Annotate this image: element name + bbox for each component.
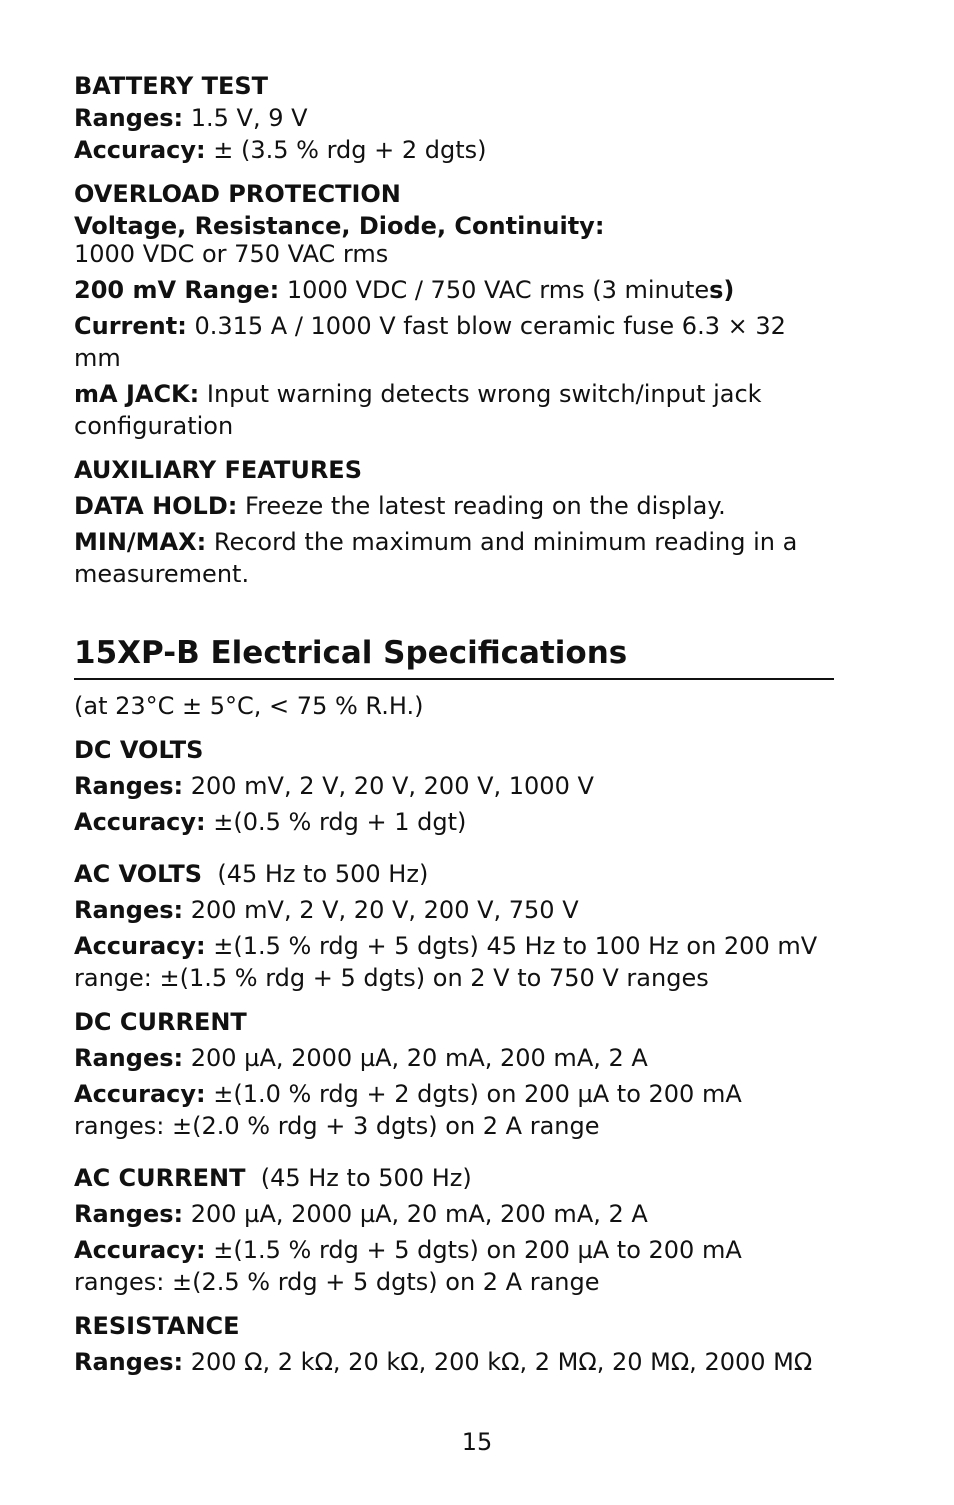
- page-number: 15: [461, 1428, 493, 1456]
- min-max-value: Record the maximum and minimum reading in a measurement.: [74, 528, 805, 588]
- ma-jack-label: mA JACK:: [74, 380, 200, 408]
- aux-min-max: [74, 526, 834, 590]
- resistance-heading: RESISTANCE: [74, 1312, 240, 1340]
- accuracy-value: ± (3.5 % rdg + 2 dgts): [205, 136, 487, 164]
- mv-range-label: 200 mV Range:: [74, 276, 280, 304]
- overload-vrdc-label: Voltage, Resistance, Diode, Continuity:: [74, 212, 605, 240]
- min-max-label: MIN/MAX:: [74, 528, 207, 556]
- ac-current-accuracy: [74, 1234, 834, 1298]
- ma-jack-value: Input warning detects wrong switch/input jack configuration: [74, 380, 770, 440]
- accuracy-label: Accuracy:: [74, 1236, 206, 1264]
- dc-volts-accuracy: [74, 806, 834, 838]
- battery-test-accuracy: [74, 134, 834, 166]
- section-title: 15XP-B Electrical Specifications: [74, 634, 834, 680]
- test-conditions: (at 23°C ± 5°C, < 75 % R.H.): [74, 692, 424, 720]
- accuracy-value: ±(1.5 % rdg + 5 dgts) on 200 µA to 200 mA ranges: ±(2.5 % rdg + 5 dgts) on 2 A range: [74, 1236, 750, 1296]
- dc-current-accuracy: [74, 1078, 834, 1142]
- mv-range-value: 1000 VDC / 750 VAC rms (3 minute: [279, 276, 710, 304]
- overload-protection-heading: OVERLOAD PROTECTION: [74, 180, 401, 208]
- current-value: 0.315 A / 1000 V fast blow ceramic fuse 6.3 × 32 mm: [74, 312, 794, 372]
- ac-current-frequency: (45 Hz to 500 Hz): [245, 1164, 472, 1192]
- ac-volts-ranges: [74, 894, 834, 926]
- dc-current-ranges: [74, 1042, 834, 1074]
- ranges-label: Ranges:: [74, 104, 184, 132]
- ranges-value: 200 µA, 2000 µA, 20 mA, 200 mA, 2 A: [183, 1044, 648, 1072]
- ac-current-ranges: [74, 1198, 834, 1230]
- resistance-ranges: [74, 1346, 834, 1378]
- dc-volts-heading: DC VOLTS: [74, 736, 204, 764]
- data-hold-value: Freeze the latest reading on the display.: [237, 492, 726, 520]
- ac-current-heading: AC CURRENT: [74, 1164, 246, 1192]
- spec-page: [74, 70, 834, 1378]
- battery-test-heading: BATTERY TEST: [74, 72, 269, 100]
- battery-test-ranges: [74, 102, 834, 134]
- auxiliary-features-heading: AUXILIARY FEATURES: [74, 456, 362, 484]
- overload-vrdc-value: 1000 VDC or 750 VAC rms: [74, 240, 389, 268]
- aux-data-hold: [74, 490, 834, 522]
- ac-volts-accuracy: [74, 930, 834, 994]
- accuracy-label: Accuracy:: [74, 808, 206, 836]
- ranges-label: Ranges:: [74, 1200, 184, 1228]
- accuracy-value: ±(0.5 % rdg + 1 dgt): [205, 808, 467, 836]
- data-hold-label: DATA HOLD:: [74, 492, 238, 520]
- current-label: Current:: [74, 312, 187, 340]
- overload-current: [74, 310, 834, 374]
- ranges-value: 200 mV, 2 V, 20 V, 200 V, 750 V: [183, 896, 579, 924]
- ac-volts-header: [74, 858, 834, 890]
- accuracy-label: Accuracy:: [74, 932, 206, 960]
- accuracy-value: ±(1.0 % rdg + 2 dgts) on 200 µA to 200 mA ranges: ±(2.0 % rdg + 3 dgts) on 2 A range: [74, 1080, 750, 1140]
- ac-current-header: [74, 1162, 834, 1194]
- dc-current-heading: DC CURRENT: [74, 1008, 247, 1036]
- dc-volts-ranges: [74, 770, 834, 802]
- ranges-label: Ranges:: [74, 896, 184, 924]
- accuracy-label: Accuracy:: [74, 1080, 206, 1108]
- accuracy-value: ±(1.5 % rdg + 5 dgts) 45 Hz to 100 Hz on 200 mV range: ±(1.5 % rdg + 5 dgts) on 2 V to 750 V ranges: [74, 932, 825, 992]
- ranges-value: 200 µA, 2000 µA, 20 mA, 200 mA, 2 A: [183, 1200, 648, 1228]
- ac-volts-heading: AC VOLTS: [74, 860, 203, 888]
- ranges-label: Ranges:: [74, 1044, 184, 1072]
- accuracy-label: Accuracy:: [74, 136, 206, 164]
- overload-200mv: [74, 274, 834, 306]
- overload-ma-jack: [74, 378, 834, 442]
- ranges-value: 200 mV, 2 V, 20 V, 200 V, 1000 V: [183, 772, 594, 800]
- ac-volts-frequency: (45 Hz to 500 Hz): [202, 860, 429, 888]
- ranges-value: 1.5 V, 9 V: [183, 104, 308, 132]
- ranges-label: Ranges:: [74, 1348, 184, 1376]
- ranges-value: 200 Ω, 2 kΩ, 20 kΩ, 200 kΩ, 2 MΩ, 20 MΩ, 2000 MΩ: [183, 1348, 813, 1376]
- ranges-label: Ranges:: [74, 772, 184, 800]
- mv-range-tail: s): [709, 276, 735, 304]
